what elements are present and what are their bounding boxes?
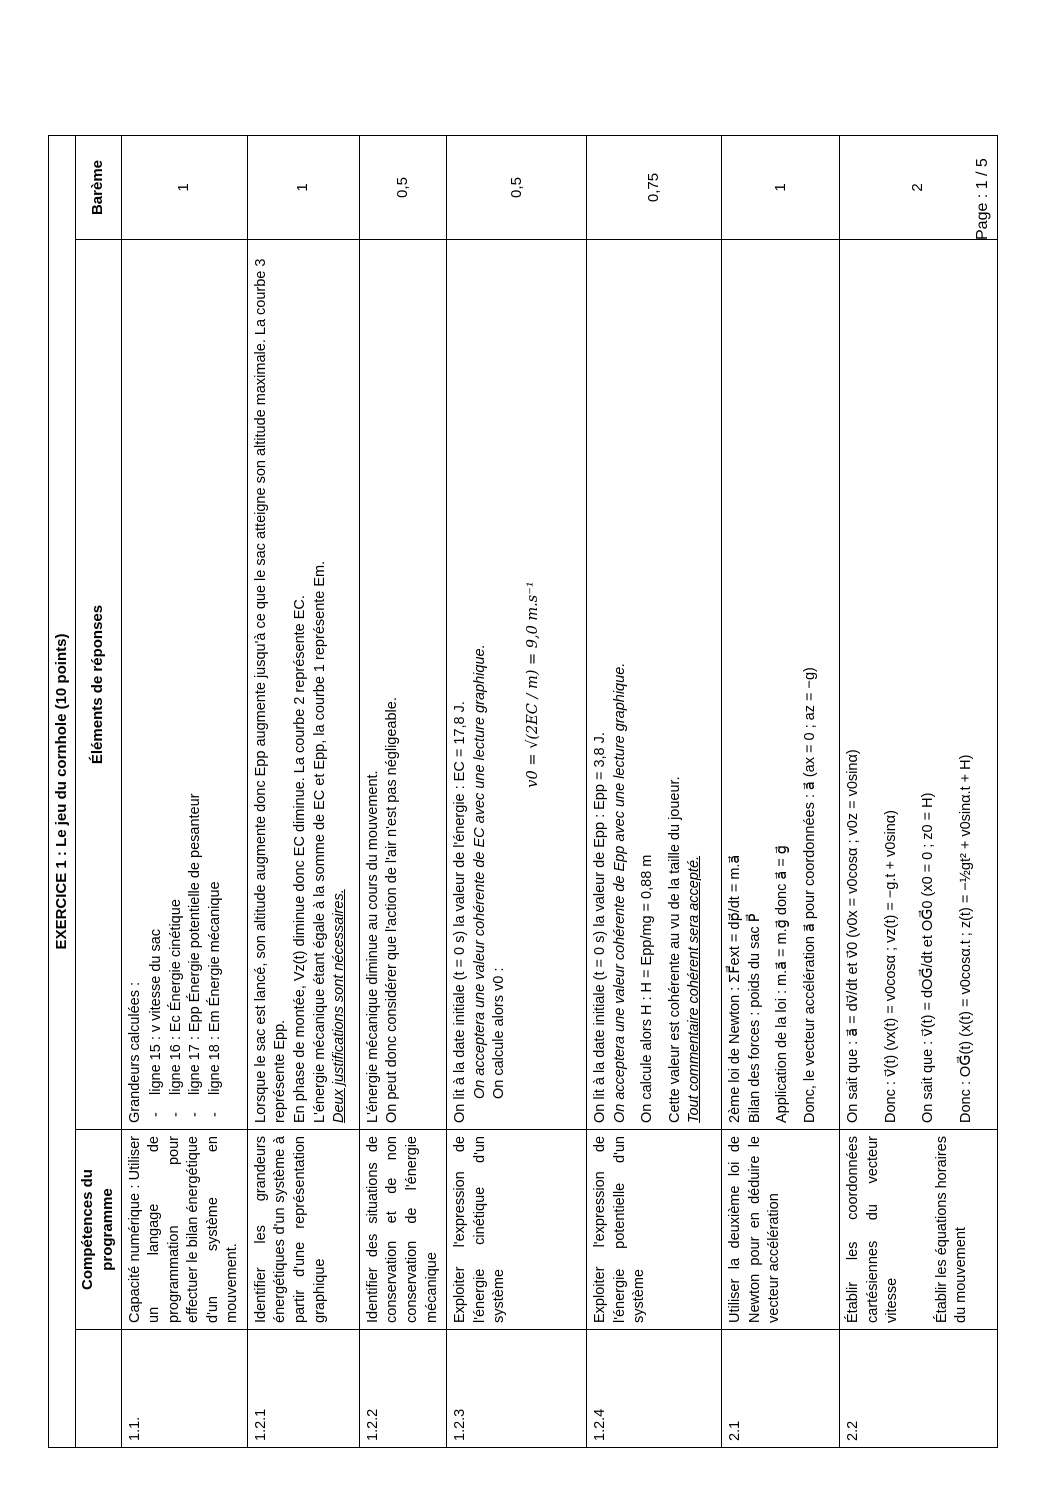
row-bareme: 0,5 xyxy=(359,136,446,240)
row-line: Donc, le vecteur accélération a⃗ pour coordonnées : a⃗ (ax = 0 ; az = −g) xyxy=(801,667,818,1123)
row-competence: Identifier les grandeurs énergétiques d'un système à partir d'une représentation graphique xyxy=(247,1130,359,1330)
page-number-container xyxy=(974,130,1004,240)
row-competence: Capacité numérique : Utiliser un langage de programmation pour effectuer le bilan énergétique d'un système en mouvement. xyxy=(121,1130,247,1330)
row-elements xyxy=(722,240,840,1130)
row-bareme: 0,5 xyxy=(447,136,587,240)
row-note: Deux justifications sont nécessaires. xyxy=(331,889,348,1123)
row-line: Lorsque le sac est lancé, son altitude augmente donc Epp augmente jusqu'à ce que le sac atteigne son altitude maximale. La courbe 3 représente Epp. xyxy=(252,258,289,1123)
exercise-title: EXERCICE 1 : Le jeu du cornhole (10 points) xyxy=(49,136,76,1448)
row-line: On acceptera une valeur cohérente de Epp avec une lecture graphique. xyxy=(611,662,628,1123)
list-item: - ligne 18 : Em Énergie mécanique xyxy=(206,246,226,1095)
row-line: On lit à la date initiale (t = 0 s) la valeur de Epp : Epp = 3,8 J. xyxy=(592,732,609,1123)
row-line: 2ème loi de Newton : ΣF⃗ext = dp⃗/dt = m.a⃗ xyxy=(727,854,744,1123)
list-item: - ligne 16 : Ec Énergie cinétique xyxy=(167,246,187,1095)
row-elements xyxy=(587,240,722,1130)
row-line: Donc : OG⃗(t) (x(t) = v0cosα.t ; z(t) = −½gt² + v0sinα.t + H) xyxy=(957,754,974,1123)
row-line: On sait que : v⃗(t) = dOG⃗/dt et OG⃗0 (x0 = 0 ; z0 = H) xyxy=(920,792,937,1123)
row-competence xyxy=(840,1130,998,1330)
list-item: - ligne 17 : Epp Énergie potentielle de pesanteur xyxy=(186,246,206,1095)
row-competence: Utiliser la deuxième loi de Newton pour en déduire le vecteur accélération xyxy=(722,1130,840,1330)
row-line: On sait que : a⃗ = dv⃗/dt et v⃗0 (v0x = v0cosα ; v0z = v0sinα) xyxy=(845,749,862,1123)
table-row xyxy=(722,136,840,1448)
header-elements: Éléments de réponses xyxy=(76,240,122,1130)
row-number: 1.1. xyxy=(121,1330,247,1448)
row-line: Bilan des forces : poids du sac P⃗ xyxy=(746,913,763,1123)
row-bareme: 1 xyxy=(121,136,247,240)
header-blank xyxy=(76,1330,122,1448)
row-number: 1.2.2 xyxy=(359,1330,446,1448)
row-competence: Exploiter l'expression de l'énergie cinétique d'un système xyxy=(447,1130,587,1330)
row-elements xyxy=(840,240,998,1130)
row-competence: Identifier des situations de conservation et de non conservation de l'énergie mécanique xyxy=(359,1130,446,1330)
row-line: En phase de montée, Vz(t) diminue donc EC diminue. La courbe 2 représente EC. xyxy=(292,595,308,1123)
row-number: 2.2 xyxy=(840,1330,998,1448)
row-line: L'énergie mécanique diminue au cours du mouvement. xyxy=(364,770,381,1123)
row-bareme: 0,75 xyxy=(587,136,722,240)
row-elements xyxy=(359,240,446,1130)
table-row xyxy=(840,136,998,1448)
row-bareme: 2 xyxy=(840,136,998,240)
row-elements xyxy=(447,240,587,1130)
row-number: 2.1 xyxy=(722,1330,840,1448)
table-row xyxy=(247,136,359,1448)
row-competence: Exploiter l'expression de l'énergie potentielle d'un système xyxy=(587,1130,722,1330)
table-row xyxy=(587,136,722,1448)
row-line: L'énergie mécanique étant égale à la somme de EC et Epp, la courbe 1 représente Em. xyxy=(311,560,328,1123)
row-line: On acceptera une valeur cohérente de EC avec une lecture graphique. xyxy=(471,644,488,1099)
row-line: Cette valeur est cohérente au vu de la taille du joueur. xyxy=(666,776,683,1123)
row-bareme: 1 xyxy=(247,136,359,240)
row-note: Tout commentaire cohérent sera accepté. xyxy=(686,855,703,1123)
row-line: On peut donc considérer que l'action de l'air n'est pas négligeable. xyxy=(384,697,401,1123)
table-row xyxy=(447,136,587,1448)
row-intro: Grandeurs calculées : xyxy=(126,981,143,1123)
row-line: On calcule alors H : H = Epp/mg = 0,88 m xyxy=(639,854,656,1123)
row-elements xyxy=(247,240,359,1130)
table-row xyxy=(359,136,446,1448)
header-competences: Compétences du programme xyxy=(76,1130,122,1330)
row-line: On calcule alors v0 : xyxy=(491,967,508,1099)
table-row xyxy=(121,136,247,1448)
correction-table xyxy=(48,135,998,1448)
list-item: - ligne 15 : v vitesse du sac xyxy=(147,246,167,1095)
row-elements xyxy=(121,240,247,1130)
row-line: On lit à la date initiale (t = 0 s) la valeur de l'énergie : EC = 17,8 J. xyxy=(452,701,469,1123)
row-number: 1.2.1 xyxy=(247,1330,359,1448)
page-number: Page : 1 / 5 xyxy=(974,158,991,240)
row-number: 1.2.3 xyxy=(447,1330,587,1448)
row-line: Donc : v⃗(t) (vx(t) = v0cosα ; vz(t) = −g.t + v0sinα) xyxy=(882,809,899,1123)
header-bareme: Barème xyxy=(76,136,122,240)
row-line: Application de la loi : m.a⃗ = m.g⃗ donc a⃗ = g⃗ xyxy=(774,845,791,1123)
computed-quantities-list xyxy=(147,246,225,1123)
row-number: 1.2.4 xyxy=(587,1330,722,1448)
correction-table-rotated xyxy=(48,136,998,1448)
velocity-formula: v0 = √(2EC / m) = 9,0 m.s⁻¹ xyxy=(524,581,541,788)
row-bareme: 1 xyxy=(722,136,840,240)
competence-line: Établir les coordonnées cartésiennes du vecteur vitesse xyxy=(845,1136,901,1323)
competence-line: Établir les équations horaires du mouvement xyxy=(933,1136,970,1323)
